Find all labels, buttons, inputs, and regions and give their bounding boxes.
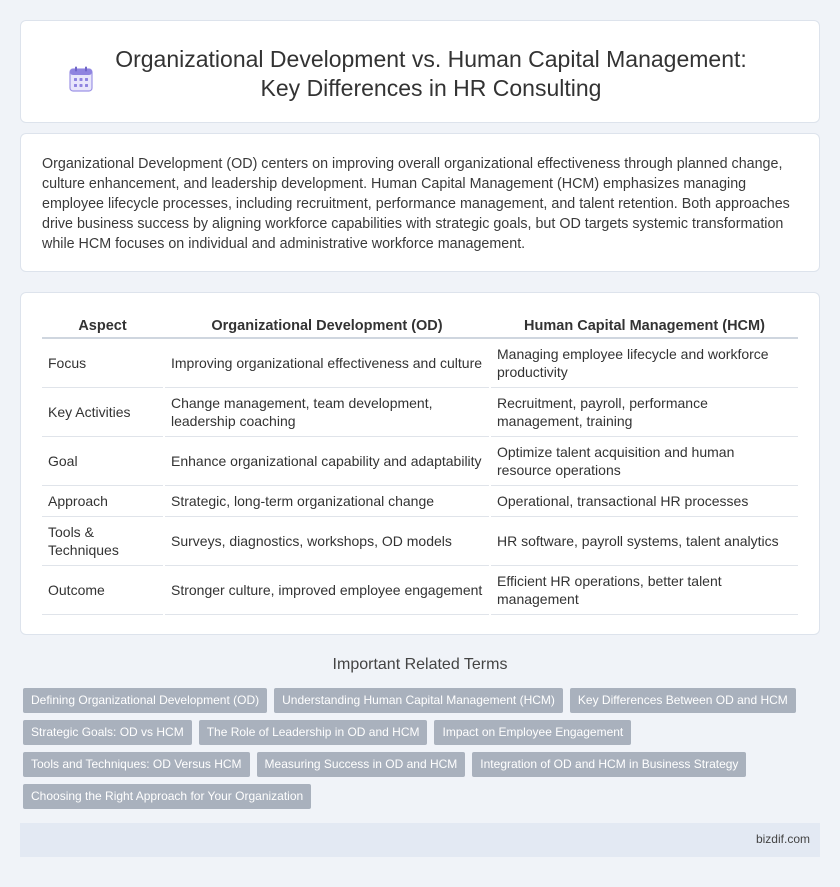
table-row	[42, 565, 798, 614]
cell-aspect: Approach	[42, 485, 164, 516]
page-title: Organizational Development vs. Human Capital Management: Key Differences in HR Consulting	[115, 46, 747, 101]
related-term-tag[interactable]: Defining Organizational Development (OD)	[23, 688, 267, 713]
comparison-table	[42, 316, 798, 615]
cell-od: Strategic, long-term organizational change	[164, 485, 490, 516]
related-terms-title: Important Related Terms	[332, 656, 508, 673]
cell-aspect: Tools & Techniques	[42, 516, 164, 565]
cell-hcm: Operational, transactional HR processes	[490, 485, 798, 516]
cell-hcm: Managing employee lifecycle and workforce productivity	[490, 338, 798, 387]
intro-paragraph: Organizational Development (OD) centers on improving overall organizational effectiveness through planned change, culture enhancement, and leadership development. Human Capital Management (HCM) emphasizes managing employee lifecycle processes, including recruitment, performance management, and talent retention. Both approaches drive business success by aligning workforce capabilities with strategic goals, but OD targets systemic transformation while HCM focuses on individual and administrative workforce management.	[42, 156, 790, 252]
cell-aspect: Focus	[42, 338, 164, 387]
related-term-tag[interactable]: Tools and Techniques: OD Versus HCM	[23, 752, 250, 777]
table-row	[42, 436, 798, 485]
cell-od: Stronger culture, improved employee engagement	[164, 565, 490, 614]
cell-hcm: HR software, payroll systems, talent analytics	[490, 516, 798, 565]
table-header-row	[42, 316, 798, 338]
header-aspect: Aspect	[42, 316, 164, 338]
related-term-tag[interactable]: The Role of Leadership in OD and HCM	[199, 720, 428, 745]
table-row	[42, 516, 798, 565]
cell-od: Enhance organizational capability and adaptability	[164, 436, 490, 485]
table-row	[42, 387, 798, 436]
cell-hcm: Recruitment, payroll, performance management, training	[490, 387, 798, 436]
header-card	[20, 20, 820, 123]
cell-aspect: Goal	[42, 436, 164, 485]
calendar-icon	[69, 66, 93, 92]
related-terms-list	[23, 688, 803, 816]
related-term-tag[interactable]: Key Differences Between OD and HCM	[570, 688, 796, 713]
header-hcm: Human Capital Management (HCM)	[490, 316, 798, 338]
cell-od: Surveys, diagnostics, workshops, OD models	[164, 516, 490, 565]
comparison-table-card	[20, 292, 820, 635]
header-od: Organizational Development (OD)	[164, 316, 490, 338]
related-term-tag[interactable]: Choosing the Right Approach for Your Organization	[23, 784, 311, 809]
related-term-tag[interactable]: Impact on Employee Engagement	[434, 720, 631, 745]
intro-card	[20, 133, 820, 272]
footer-site-link[interactable]: bizdif.com	[755, 832, 810, 846]
related-term-tag[interactable]: Measuring Success in OD and HCM	[257, 752, 466, 777]
cell-hcm: Optimize talent acquisition and human resource operations	[490, 436, 798, 485]
cell-aspect: Key Activities	[42, 387, 164, 436]
table-row	[42, 485, 798, 516]
cell-od: Change management, team development, leadership coaching	[164, 387, 490, 436]
table-row	[42, 338, 798, 387]
footer	[20, 823, 820, 857]
related-term-tag[interactable]: Strategic Goals: OD vs HCM	[23, 720, 192, 745]
cell-od: Improving organizational effectiveness and culture	[164, 338, 490, 387]
related-term-tag[interactable]: Integration of OD and HCM in Business Strategy	[472, 752, 746, 777]
cell-aspect: Outcome	[42, 565, 164, 614]
related-term-tag[interactable]: Understanding Human Capital Management (HCM)	[274, 688, 563, 713]
cell-hcm: Efficient HR operations, better talent management	[490, 565, 798, 614]
